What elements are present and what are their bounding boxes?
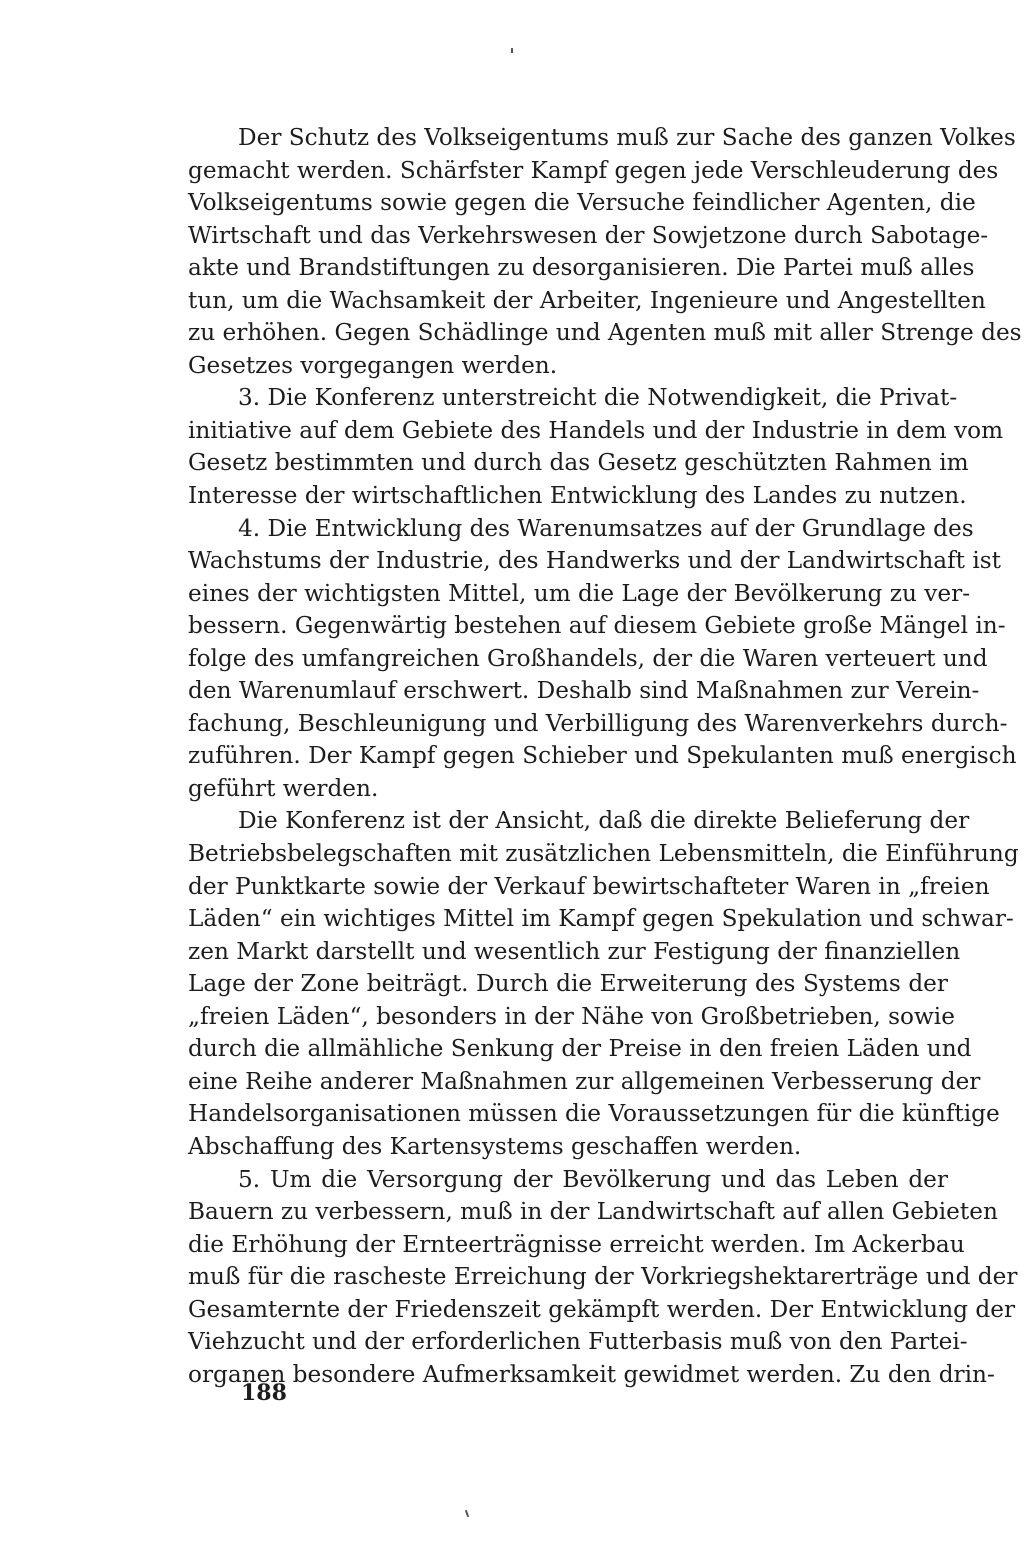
text-line: zen Markt darstellt und wesentlich zur Festigung der finanziellen bbox=[188, 937, 961, 965]
text-line: Gesetz bestimmten und durch das Gesetz geschützten Rahmen im bbox=[188, 449, 969, 477]
text-line: organen besondere Aufmerksamkeit gewidmet werden. Zu den drin- bbox=[188, 1360, 995, 1388]
text-line: Läden“ ein wichtiges Mittel im Kampf gegen Spekulation und schwar- bbox=[188, 905, 1014, 933]
text-line: Interesse der wirtschaftlichen Entwicklung des Landes zu nutzen. bbox=[188, 482, 967, 510]
text-line: gemacht werden. Schärfster Kampf gegen jede Verschleuderung des bbox=[188, 156, 999, 184]
text-line: folge des umfangreichen Großhandels, der die Waren verteuert und bbox=[188, 644, 988, 672]
text-line: muß für die rascheste Erreichung der Vorkriegshektarerträge und der bbox=[188, 1263, 1018, 1291]
text-line: fachung, Beschleunigung und Verbilligung des Warenverkehrs durch- bbox=[188, 709, 1008, 737]
text-line: initiative auf dem Gebiete des Handels und der Industrie in dem vom bbox=[188, 416, 1004, 444]
text-line: zu erhöhen. Gegen Schädlinge und Agenten muß mit aller Strenge des bbox=[188, 319, 1022, 347]
text-line: den Warenumlauf erschwert. Deshalb sind Maßnahmen zur Verein- bbox=[188, 677, 980, 705]
text-line: der Punktkarte sowie der Verkauf bewirtschafteter Waren in „freien bbox=[188, 872, 990, 900]
text-line: Gesetzes vorgegangen werden. bbox=[188, 351, 558, 379]
text-line: bessern. Gegenwärtig bestehen auf diesem Gebiete große Mängel in- bbox=[188, 612, 1006, 640]
text-line: Wirtschaft und das Verkehrswesen der Sowjetzone durch Sabotage- bbox=[188, 221, 989, 249]
text-line: die Erhöhung der Ernteerträgnisse erreicht werden. Im Ackerbau bbox=[188, 1230, 965, 1258]
text-line: Wachstums der Industrie, des Handwerks und der Landwirtschaft ist bbox=[188, 547, 1001, 575]
text-line: Gesamternte der Friedenszeit gekämpft werden. Der Entwicklung der bbox=[188, 1295, 1016, 1323]
text-line: Betriebsbelegschaften mit zusätzlichen Lebensmitteln, die Einführung bbox=[188, 840, 1019, 868]
body-text bbox=[188, 122, 1022, 1391]
text-line: 5. Um die Versorgung der Bevölkerung und das Leben der bbox=[238, 1165, 948, 1193]
text-line: 4. Die Entwicklung des Warenumsatzes auf der Grundlage des bbox=[238, 514, 974, 542]
text-line: Lage der Zone beiträgt. Durch die Erweiterung des Systems der bbox=[188, 970, 948, 998]
text-line: zuführen. Der Kampf gegen Schieber und Spekulanten muß energisch bbox=[188, 742, 1017, 770]
text-line: akte und Brandstiftungen zu desorganisieren. Die Partei muß alles bbox=[188, 254, 975, 282]
text-line: Handelsorganisationen müssen die Voraussetzungen für die künftige bbox=[188, 1100, 1000, 1128]
text-line: Viehzucht und der erforderlichen Futterbasis muß von den Partei- bbox=[188, 1328, 968, 1356]
text-line: durch die allmähliche Senkung der Preise in den freien Läden und bbox=[188, 1035, 972, 1063]
text-line: Der Schutz des Volkseigentums muß zur Sache des ganzen Volkes bbox=[238, 124, 1016, 151]
text-line: eines der wichtigsten Mittel, um die Lage der Bevölkerung zu ver- bbox=[188, 579, 971, 607]
page-number: 188 bbox=[241, 1380, 287, 1406]
text-line: Bauern zu verbessern, muß in der Landwirtschaft auf allen Gebieten bbox=[188, 1198, 998, 1226]
scan-speck bbox=[511, 48, 513, 53]
scan-speck bbox=[465, 1510, 469, 1517]
text-line: tun, um die Wachsamkeit der Arbeiter, Ingenieure und Angestellten bbox=[188, 286, 986, 314]
text-line: Die Konferenz ist der Ansicht, daß die direkte Belieferung der bbox=[238, 807, 970, 835]
text-line: „freien Läden“, besonders in der Nähe von Großbetrieben, sowie bbox=[188, 1002, 955, 1030]
text-line: geführt werden. bbox=[188, 774, 379, 802]
text-line: eine Reihe anderer Maßnahmen zur allgemeinen Verbesserung der bbox=[188, 1067, 981, 1095]
text-line: 3. Die Konferenz unterstreicht die Notwendigkeit, die Privat- bbox=[238, 384, 958, 412]
text-line: Volkseigentums sowie gegen die Versuche feindlicher Agenten, die bbox=[188, 189, 976, 217]
text-line: Abschaffung des Kartensystems geschaffen werden. bbox=[188, 1132, 802, 1160]
